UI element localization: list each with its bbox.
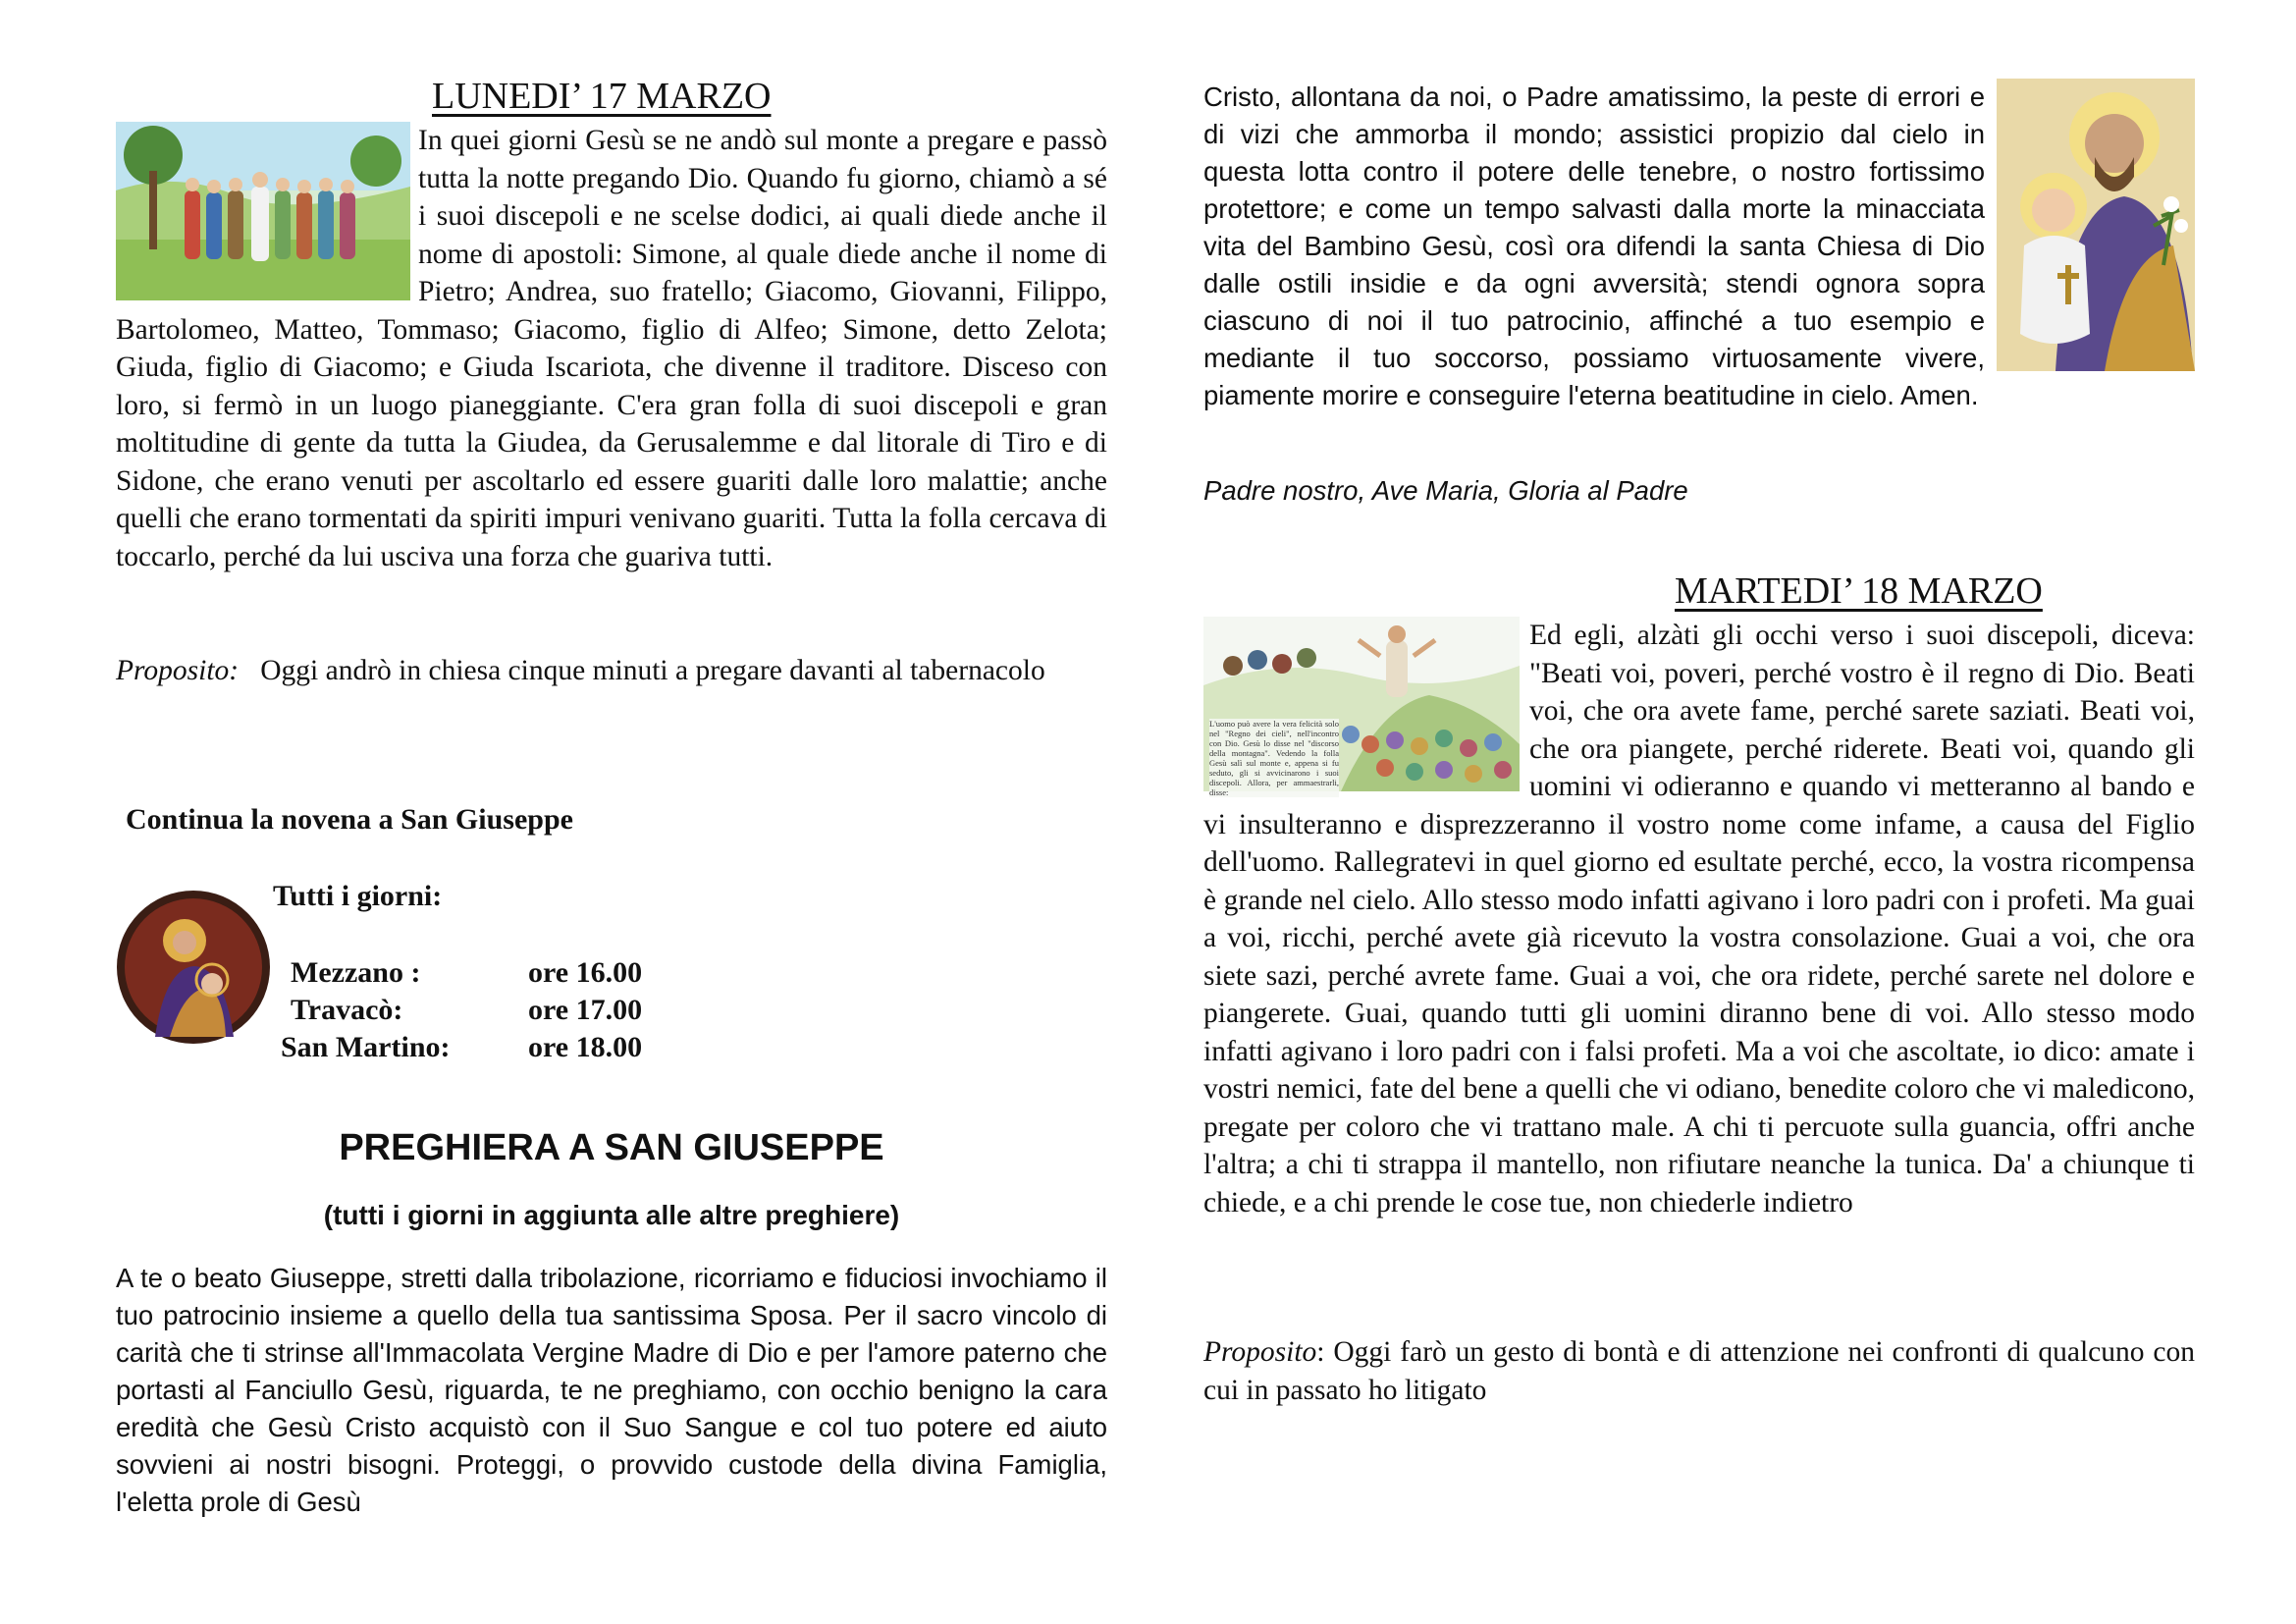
monday-proposito bbox=[116, 652, 1107, 690]
proposito-label: Proposito bbox=[1203, 1336, 1317, 1368]
page-title-monday: LUNEDI’ 17 MARZO bbox=[432, 76, 772, 117]
tuesday-proposito bbox=[1203, 1333, 2195, 1409]
prayer-continuation-block bbox=[1203, 79, 2195, 414]
schedule-time: ore 17.00 bbox=[528, 994, 643, 1026]
schedule-row bbox=[291, 956, 420, 990]
schedule-title: Tutti i giorni: bbox=[273, 880, 443, 912]
schedule-place: Travacò: bbox=[291, 994, 403, 1026]
proposito-text: : Oggi farò un gesto di bontà e di attenzione nei confronti di qualcuno con cui in passato ho litigato bbox=[1203, 1336, 2195, 1406]
illustration-caption: L'uomo può avere la vera felicità solo nel "Regno dei cieli", nell'incontro con Dio. Gesù lo disse nel "discorso della montagna". Vedendo la folla Gesù salì sul monte e, appena si fu seduto, gli si avvicinarono i suoi discepoli. Allora, per ammaestrarli, disse: bbox=[1209, 719, 1339, 797]
schedule-time: ore 18.00 bbox=[528, 1031, 643, 1063]
saint-joseph-medallion bbox=[116, 890, 271, 1045]
schedule-place: San Martino: bbox=[281, 1031, 451, 1063]
monday-gospel-block bbox=[116, 122, 1107, 575]
monday-gospel-text: In quei giorni Gesù se ne andò sul monte a pregare e passò tutta la notte pregando Dio. Quando fu giorno, chiamò a sé i suoi discepoli e ne scelse dodici, ai quali diede anche il nome di apostoli: Simone, al quale diede anche il nome di Pietro; Andrea, suo fratello; Giacomo, Giovanni, Filippo, Bartolomeo, Matteo, Tommaso; Giacomo, figlio di Alfeo; Simone, detto Zelota; Giuda, figlio di Giacomo; e Giuda Iscariota, che divenne il traditore. Disceso con loro, si fermò in un luogo pianeggiante. C'era gran folla di suoi discepoli e gran moltitudine di gente da tutta la Giudea, da Gerusalemme e dal litorale di Tiro e di Sidone, che erano venuti per ascoltarlo ed essere guariti dalle loro malattie; anche quelli che erano tormentati da spiriti impuri venivano guariti. Tutta la folla cercava di toccarlo, perché da lui usciva una forza che guariva tutti. bbox=[116, 125, 1107, 572]
prayer-continuation-text: Cristo, allontana da noi, o Padre amatissimo, la peste di errori e di vizi che ammorba il mondo; assistici propizio dal cielo in questa lotta contro il potere delle tenebre, o nostro fortissimo protettore; e come un tempo salvasti dalla morte la minacciata vita del Bambino Gesù, così ora difendi la santa Chiesa di Dio dalle ostili insidie e da ogni avversità; stendi ognora sopra ciascuno di noi il tuo patrocinio, affinché a tuo esempio e mediante il tuo soccorso, possiamo virtuosamente vivere, piamente morire e conseguire l'eterna beatitudine in cielo. Amen. bbox=[1203, 81, 1985, 410]
novena-title: Continua la novena a San Giuseppe bbox=[126, 803, 573, 836]
proposito-label: Proposito: bbox=[116, 655, 240, 686]
schedule-row bbox=[281, 1031, 451, 1064]
sermon-on-the-mount-illustration bbox=[1203, 617, 1520, 797]
closing-prayers: Padre nostro, Ave Maria, Gloria al Padre bbox=[1203, 475, 1688, 506]
proposito-text: Oggi andrò in chiesa cinque minuti a pregare davanti al tabernacolo bbox=[260, 655, 1045, 686]
apostles-illustration bbox=[116, 122, 410, 300]
tuesday-gospel-block bbox=[1203, 617, 2195, 1221]
page-title-tuesday: MARTEDI’ 18 MARZO bbox=[1675, 570, 2043, 612]
schedule-row bbox=[291, 994, 402, 1027]
saint-joseph-with-child-image bbox=[1997, 79, 2195, 371]
schedule-place: Mezzano : bbox=[291, 956, 421, 989]
tuesday-gospel-text: Ed egli, alzàti gli occhi verso i suoi discepoli, diceva: "Beati voi, poveri, perché vostro è il regno di Dio. Beati voi, che ora avete fame, perché sarete saziati. Beati voi, che ora piangete, perché riderete. Beati voi, quando gli uomini vi odieranno e quando vi metteranno al bando e vi insulteranno e disprezzeranno il vostro nome come infame, a causa del Figlio dell'uomo. Rallegratevi in quel giorno ed esultate perché, ecco, la vostra ricompensa è grande nel cielo. Allo stesso modo infatti agivano i loro padri con i profeti. Ma guai a voi, ricchi, perché avete già ricevuto la vostra consolazione. Guai a voi, che ora siete sazi, perché avrete fame. Guai a voi, che ora ridete, perché sarete nel dolore e piangerete. Guai, quando tutti gli uomini diranno bene di voi. Allo stesso modo infatti agivano i loro padri con i falsi profeti. Ma a voi che ascoltate, io dico: amate i vostri nemici, fate del bene a quelli che vi odiano, benedite coloro che vi maledicono, pregate per coloro che vi trattano male. A chi ti percuote sulla guancia, offri anche l'altra; a chi ti strappa il mantello, non rifiutare neanche la tunica. Da' a chiunque ti chiede, e a chi prende le cose tue, non chiederle indietro bbox=[1203, 620, 2196, 1218]
schedule-time: ore 16.00 bbox=[528, 956, 643, 989]
prayer-title: PREGHIERA A SAN GIUSEPPE bbox=[339, 1127, 884, 1168]
prayer-subtitle: (tutti i giorni in aggiunta alle altre preghiere) bbox=[323, 1200, 900, 1230]
prayer-text: A te o beato Giuseppe, stretti dalla tribolazione, ricorriamo e fiduciosi invochiamo il tuo patrocinio insieme a quello della tua santissima Sposa. Per il sacro vincolo di carità che ti strinse all'Immacolata Vergine Madre di Dio e per l'amore paterno che portasti al Fanciullo Gesù, riguarda, te ne preghiamo, con occhio benigno la cara eredità che Gesù Cristo acquistò con il Suo Sangue e col tuo potere ed aiuto sovvieni ai nostri bisogni. Proteggi, o provvido custode della divina Famiglia, l'eletta prole di Gesù bbox=[116, 1263, 1107, 1517]
